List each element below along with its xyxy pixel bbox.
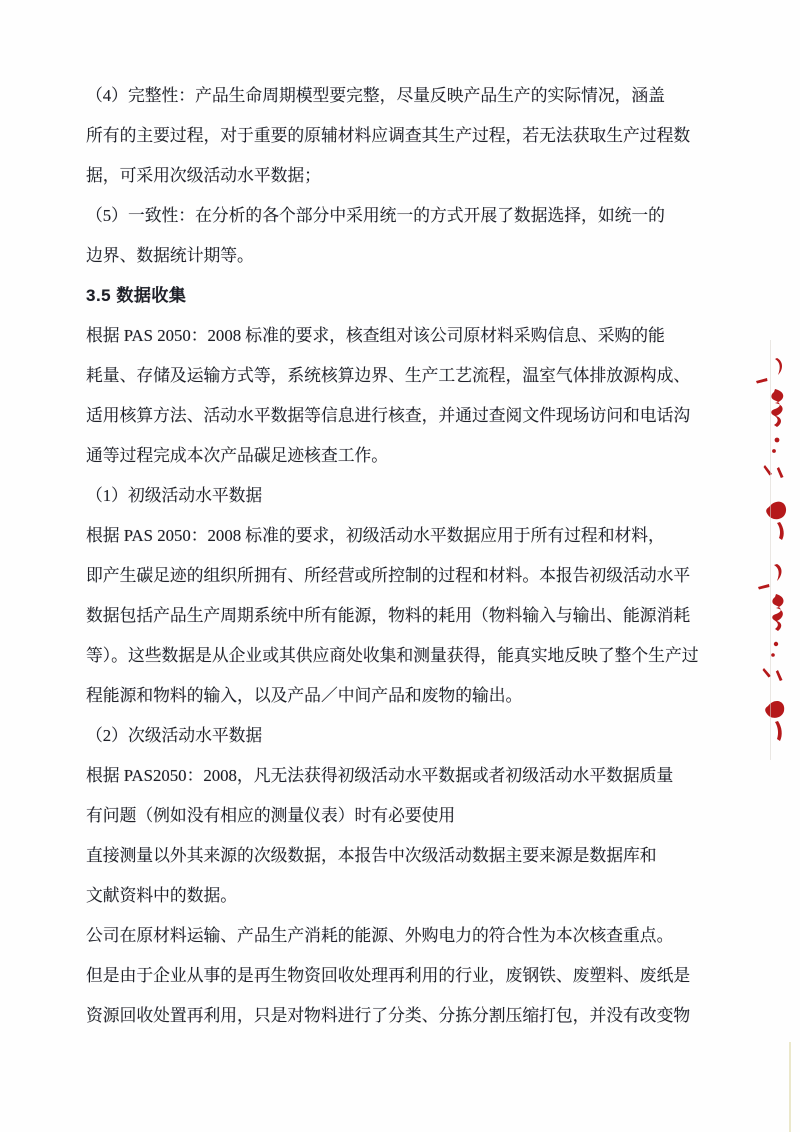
text-line: 根据 PAS2050：2008，凡无法获得初级活动水平数据或者初级活动水平数据质量 bbox=[86, 766, 674, 785]
text-line: 所有的主要过程，对于重要的原辅材料应调查其生产过程，若无法获取生产过程数 bbox=[86, 126, 691, 145]
text-line: （4）完整性：产品生命周期模型要完整，尽量反映产品生产的实际情况，涵盖 bbox=[86, 86, 665, 105]
text-line: （1）初级活动水平数据 bbox=[86, 486, 263, 505]
red-handwriting-icon bbox=[750, 556, 796, 746]
paragraph bbox=[86, 516, 712, 716]
paragraph bbox=[86, 316, 712, 476]
text-line: 等）。这些数据是从企业或其供应商处收集和测量获得，能真实地反映了整个生产过 bbox=[86, 646, 699, 665]
paragraph bbox=[86, 76, 712, 196]
red-ink-annotation-lower bbox=[750, 556, 796, 746]
text-line: 公司在原材料运输、产品生产消耗的能源、外购电力的符合性为本次核查重点。 bbox=[86, 926, 674, 945]
red-ink-annotation-upper bbox=[750, 348, 796, 548]
red-handwriting-icon bbox=[750, 348, 796, 548]
list-item-heading bbox=[86, 716, 712, 756]
scan-edge-artifact bbox=[770, 340, 771, 760]
text-line: 数据包括产品生产周期系统中所有能源，物料的耗用（物料输入与输出、能源消耗 bbox=[86, 606, 691, 625]
text-line: （2）次级活动水平数据 bbox=[86, 726, 263, 745]
text-line: 但是由于企业从事的是再生物资回收处理再利用的行业，废钢铁、废塑料、废纸是 bbox=[86, 966, 691, 985]
text-line: 资源回收处置再利用，只是对物料进行了分类、分拣分割压缩打包，并没有改变物 bbox=[86, 1006, 691, 1025]
text-line: 程能源和物料的输入，以及产品／中间产品和废物的输出。 bbox=[86, 686, 523, 705]
text-line: 有问题（例如没有相应的测量仪表）时有必要使用 bbox=[86, 806, 456, 825]
text-line: 通等过程完成本次产品碳足迹核查工作。 bbox=[86, 446, 389, 465]
list-item-heading bbox=[86, 476, 712, 516]
paragraph bbox=[86, 756, 712, 836]
text-line: 边界、数据统计期等。 bbox=[86, 246, 254, 265]
paragraph bbox=[86, 836, 712, 916]
paragraph bbox=[86, 196, 712, 276]
text-line: 耗量、存储及运输方式等，系统核算边界、生产工艺流程，温室气体排放源构成、 bbox=[86, 366, 691, 385]
section-heading: 3.5 数据收集 bbox=[86, 286, 187, 305]
paragraph bbox=[86, 916, 712, 1036]
text-line: 据，可采用次级活动水平数据； bbox=[86, 166, 321, 185]
scan-edge-artifact bbox=[789, 1042, 791, 1132]
text-line: （5）一致性：在分析的各个部分中采用统一的方式开展了数据选择，如统一的 bbox=[86, 206, 665, 225]
text-line: 适用核算方法、活动水平数据等信息进行核查，并通过查阅文件现场访问和电话沟 bbox=[86, 406, 691, 425]
text-line: 直接测量以外其来源的次级数据，本报告中次级活动数据主要来源是数据库和 bbox=[86, 846, 657, 865]
text-line: 文献资料中的数据。 bbox=[86, 886, 238, 905]
document-text-block bbox=[86, 76, 712, 1036]
text-line: 根据 PAS 2050：2008 标准的要求，核查组对该公司原材料采购信息、采购的能 bbox=[86, 326, 665, 345]
text-line: 即产生碳足迹的组织所拥有、所经营或所控制的过程和材料。本报告初级活动水平 bbox=[86, 566, 691, 585]
text-line: 根据 PAS 2050：2008 标准的要求，初级活动水平数据应用于所有过程和材料， bbox=[86, 526, 665, 545]
